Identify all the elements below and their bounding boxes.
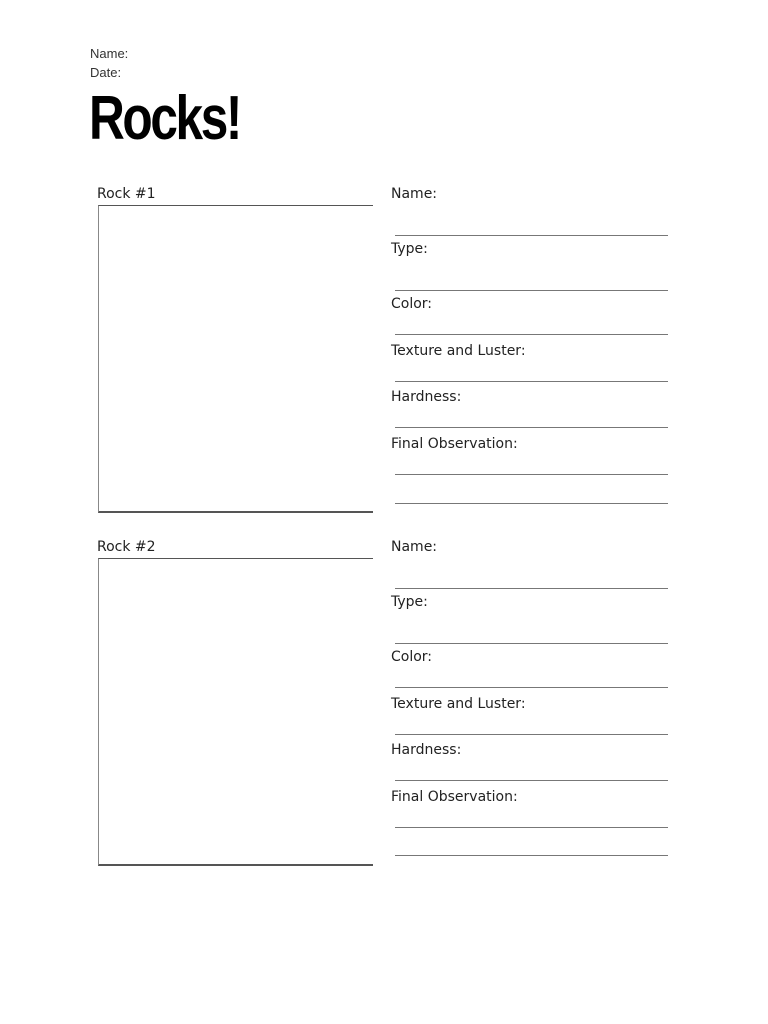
name-field-label: Name: [391,186,438,202]
name-answer-line[interactable] [395,235,668,236]
date-label: Date: [90,65,122,80]
page-title: Rocks! [89,84,240,153]
name-field-label: Name: [391,539,438,555]
name-answer-line[interactable] [395,588,668,589]
texture-answer-line[interactable] [395,734,668,735]
rock-section-2 [0,539,768,879]
observation-field-label: Final Observation: [391,436,518,452]
observation-answer-line-1[interactable] [395,827,668,828]
color-field-label: Color: [391,649,433,665]
rock-label: Rock #2 [97,539,156,555]
texture-answer-line[interactable] [395,381,668,382]
color-field-label: Color: [391,296,433,312]
texture-field-label: Texture and Luster: [391,696,526,712]
rock-drawing-box[interactable] [98,205,373,513]
hardness-field-label: Hardness: [391,742,462,758]
color-answer-line[interactable] [395,687,668,688]
student-name-label: Name: [90,46,129,61]
type-answer-line[interactable] [395,643,668,644]
type-field-label: Type: [391,594,428,610]
type-answer-line[interactable] [395,290,668,291]
rock-section-1 [0,186,768,526]
hardness-answer-line[interactable] [395,780,668,781]
observation-field-label: Final Observation: [391,789,518,805]
hardness-field-label: Hardness: [391,389,462,405]
texture-field-label: Texture and Luster: [391,343,526,359]
hardness-answer-line[interactable] [395,427,668,428]
type-field-label: Type: [391,241,428,257]
color-answer-line[interactable] [395,334,668,335]
rock-label: Rock #1 [97,186,156,202]
observation-answer-line-2[interactable] [395,855,668,856]
rock-drawing-box[interactable] [98,558,373,866]
observation-answer-line-2[interactable] [395,503,668,504]
observation-answer-line-1[interactable] [395,474,668,475]
